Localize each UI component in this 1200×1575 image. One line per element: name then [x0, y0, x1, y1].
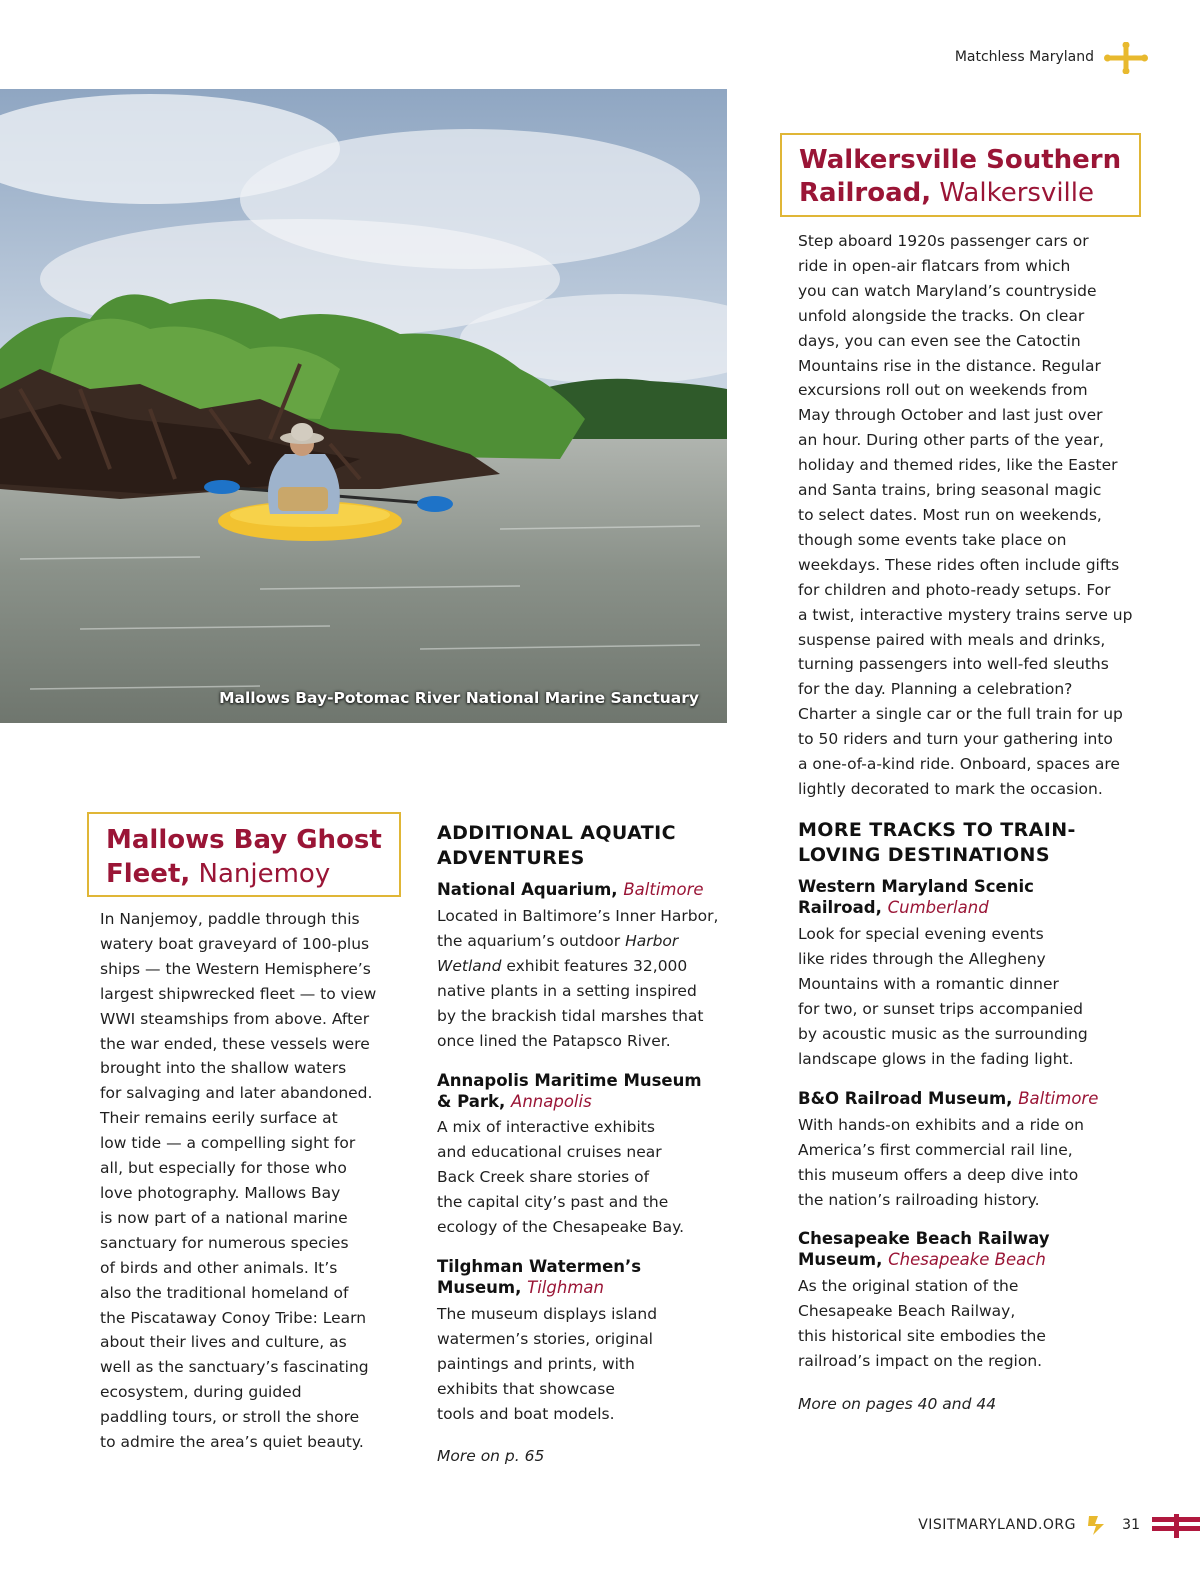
body-line: America’s first commercial rail line,: [798, 1140, 1073, 1159]
heading-line: LOVING DESTINATIONS: [798, 844, 1050, 866]
body-line: Chesapeake Beach Railway,: [798, 1301, 1016, 1320]
item-name: Tilghman Watermen’s: [437, 1257, 642, 1276]
body-line: the capital city’s past and the: [437, 1192, 669, 1211]
body-line: an hour. During other parts of the year,: [798, 431, 1104, 450]
body-line: also the traditional homeland of: [100, 1283, 349, 1302]
body-line: a one-of-a-kind ride. Onboard, spaces are: [798, 755, 1120, 774]
body-line: Mountains rise in the distance. Regular: [798, 356, 1101, 375]
body-line: railroad’s impact on the region.: [798, 1351, 1043, 1370]
body-line: Located in Baltimore’s Inner Harbor,: [437, 907, 719, 925]
body-line: weekdays. These rides often include gifts: [798, 555, 1120, 574]
tilghman-heading: [437, 1256, 641, 1298]
western-maryland-body: [798, 922, 1138, 1071]
maryland-cross-icon: [1104, 42, 1148, 74]
body-line: paddling tours, or stroll the shore: [100, 1408, 360, 1427]
body-line: Step aboard 1920s passenger cars or: [798, 232, 1089, 250]
heading-line: ADDITIONAL AQUATIC: [437, 822, 676, 844]
body-line: Charter a single car or the full train for up: [798, 705, 1123, 724]
body-line: for salvaging and later abandoned.: [100, 1084, 373, 1103]
mallows-place: Nanjemoy: [198, 859, 331, 889]
body-line: low tide — a compelling sight for: [100, 1134, 356, 1153]
body-line: lightly decorated to mark the occasion.: [798, 779, 1103, 798]
body-line: ecology of the Chesapeake Bay.: [437, 1217, 685, 1236]
body-line: holiday and themed rides, like the Easter: [798, 456, 1118, 475]
body-line: is now part of a national marine: [100, 1208, 348, 1227]
chesapeake-beach-heading: [798, 1228, 1050, 1270]
body-line: by the brackish tidal marshes that: [437, 1006, 704, 1025]
body-line: The museum displays island: [437, 1305, 658, 1323]
body-line: Back Creek share stories of: [437, 1167, 650, 1186]
body-line: like rides through the Allegheny: [798, 949, 1046, 968]
body-line: May through October and last just over: [798, 406, 1103, 425]
mallows-body: [100, 907, 400, 1455]
running-header: Matchless Maryland: [954, 49, 1094, 65]
body-line: to select dates. Most run on weekends,: [798, 505, 1102, 524]
item-city: Chesapeake Beach: [888, 1250, 1046, 1269]
item-city: Annapolis: [511, 1092, 592, 1111]
mallows-title-box: [87, 812, 401, 897]
body-line: tools and boat models.: [437, 1404, 615, 1423]
page-number: 31: [1122, 1517, 1140, 1533]
kayak-photo: [0, 89, 727, 723]
walkersville-title-box: [780, 133, 1141, 217]
tracks-heading: [798, 818, 1076, 868]
body-line: the aquarium’s outdoor Harbor: [437, 931, 679, 950]
walkersville-place: Walkersville: [939, 178, 1094, 208]
aquatic-heading: [437, 821, 676, 871]
body-line: brought into the shallow waters: [100, 1059, 347, 1078]
body-line: though some events take place on: [798, 530, 1067, 549]
body-line: of birds and other animals. It’s: [100, 1258, 338, 1277]
body-line: largest shipwrecked fleet — to view: [100, 984, 377, 1003]
body-line: sanctuary for numerous species: [100, 1233, 349, 1252]
item-city: Baltimore: [1018, 1089, 1099, 1108]
aquatic-more-link[interactable]: More on p. 65: [437, 1447, 545, 1465]
body-line: about their lives and culture, as: [100, 1333, 347, 1352]
photo-caption: Mallows Bay-Potomac River National Marine Sanctuary: [219, 689, 699, 707]
body-line: ecosystem, during guided: [100, 1383, 302, 1402]
item-name: B&O Railroad Museum,: [798, 1089, 1013, 1108]
body-line: watermen’s stories, original: [437, 1329, 653, 1348]
bo-railroad-heading: [798, 1088, 1098, 1109]
body-line: once lined the Patapsco River.: [437, 1031, 671, 1050]
item-city: Cumberland: [887, 898, 989, 917]
body-line: WWI steamships from above. After: [100, 1009, 370, 1028]
body-line: As the original station of the: [798, 1277, 1019, 1295]
item-name: Annapolis Maritime Museum: [437, 1071, 702, 1090]
body-line: this museum offers a deep dive into: [798, 1165, 1079, 1184]
item-name: Railroad,: [798, 898, 882, 917]
mallows-title: Mallows Bay Ghost Fleet,: [106, 825, 382, 889]
body-line: ships — the Western Hemisphere’s: [100, 959, 371, 978]
body-line: Look for special evening events: [798, 925, 1044, 943]
body-line: Their remains eerily surface at: [100, 1109, 338, 1128]
item-name: National Aquarium,: [437, 880, 618, 899]
body-line: the war ended, these vessels were: [100, 1034, 370, 1053]
body-line: unfold alongside the tracks. On clear: [798, 306, 1085, 325]
item-name: Western Maryland Scenic: [798, 877, 1034, 896]
body-line: With hands-on exhibits and a ride on: [798, 1116, 1084, 1134]
body-line: this historical site embodies the: [798, 1326, 1046, 1345]
body-line: a twist, interactive mystery trains serve up: [798, 605, 1133, 624]
body-line: Mountains with a romantic dinner: [798, 974, 1059, 993]
body-line: A mix of interactive exhibits: [437, 1118, 655, 1136]
tilghman-body: [437, 1302, 737, 1427]
walkersville-body: [798, 229, 1148, 802]
item-name: Museum,: [798, 1250, 883, 1269]
body-line: to admire the area’s quiet beauty.: [100, 1433, 364, 1452]
body-line: love photography. Mallows Bay: [100, 1183, 341, 1202]
item-city: Tilghman: [527, 1278, 604, 1297]
body-line: suspense paired with meals and drinks,: [798, 630, 1106, 649]
body-line: excursions roll out on weekends from: [798, 381, 1088, 400]
maryland-flag-bars-icon: [1152, 1514, 1200, 1538]
body-line: and educational cruises near: [437, 1142, 662, 1161]
body-line: days, you can even see the Catoctin: [798, 331, 1081, 350]
body-line: the Piscataway Conoy Tribe: Learn: [100, 1308, 367, 1327]
tracks-more-link[interactable]: More on pages 40 and 44: [798, 1395, 997, 1413]
heading-line: MORE TRACKS TO TRAIN-: [798, 819, 1076, 841]
item-name: Museum,: [437, 1278, 522, 1297]
body-line: watery boat graveyard of 100-plus: [100, 934, 370, 953]
national-aquarium-body: [437, 904, 737, 1053]
body-line: native plants in a setting inspired: [437, 981, 697, 1000]
body-line: well as the sanctuary’s fascinating: [100, 1358, 369, 1377]
body-line: for two, or sunset trips accompanied: [798, 999, 1084, 1018]
national-aquarium-heading: [437, 879, 704, 900]
maryland-flag-swoosh-icon: [1086, 1514, 1108, 1536]
body-line: landscape glows in the fading light.: [798, 1049, 1074, 1068]
item-name: Chesapeake Beach Railway: [798, 1229, 1050, 1248]
body-line: turning passengers into well-fed sleuths: [798, 655, 1109, 674]
annapolis-maritime-heading: [437, 1070, 702, 1112]
body-line: paintings and prints, with: [437, 1354, 635, 1373]
body-line: you can watch Maryland’s countryside: [798, 281, 1097, 300]
body-line: for children and photo-ready setups. For: [798, 580, 1111, 599]
body-line: exhibits that showcase: [437, 1379, 615, 1398]
body-line: to 50 riders and turn your gathering into: [798, 730, 1113, 749]
exhibit-name: Wetland: [437, 956, 502, 975]
body-line: In Nanjemoy, paddle through this: [100, 910, 360, 928]
exhibit-name: Harbor: [625, 931, 679, 950]
body-line: Wetland exhibit features 32,000: [437, 956, 688, 975]
body-line: and Santa trains, bring seasonal magic: [798, 481, 1102, 500]
western-maryland-heading: [798, 876, 1034, 918]
item-city: Baltimore: [623, 880, 704, 899]
body-line: ride in open-air flatcars from which: [798, 256, 1071, 275]
body-line: for the day. Planning a celebration?: [798, 680, 1073, 699]
body-line: the nation’s railroading history.: [798, 1190, 1040, 1209]
footer-url[interactable]: VISITMARYLAND.ORG: [918, 1517, 1076, 1533]
walkersville-title: Walkersville Southern Railroad,: [799, 145, 1122, 208]
bo-railroad-body: [798, 1113, 1138, 1213]
body-line: by acoustic music as the surrounding: [798, 1024, 1088, 1043]
chesapeake-beach-body: [798, 1274, 1138, 1374]
body-line: all, but especially for those who: [100, 1159, 347, 1178]
item-name: & Park,: [437, 1092, 506, 1111]
annapolis-maritime-body: [437, 1115, 737, 1240]
heading-line: ADVENTURES: [437, 847, 585, 869]
